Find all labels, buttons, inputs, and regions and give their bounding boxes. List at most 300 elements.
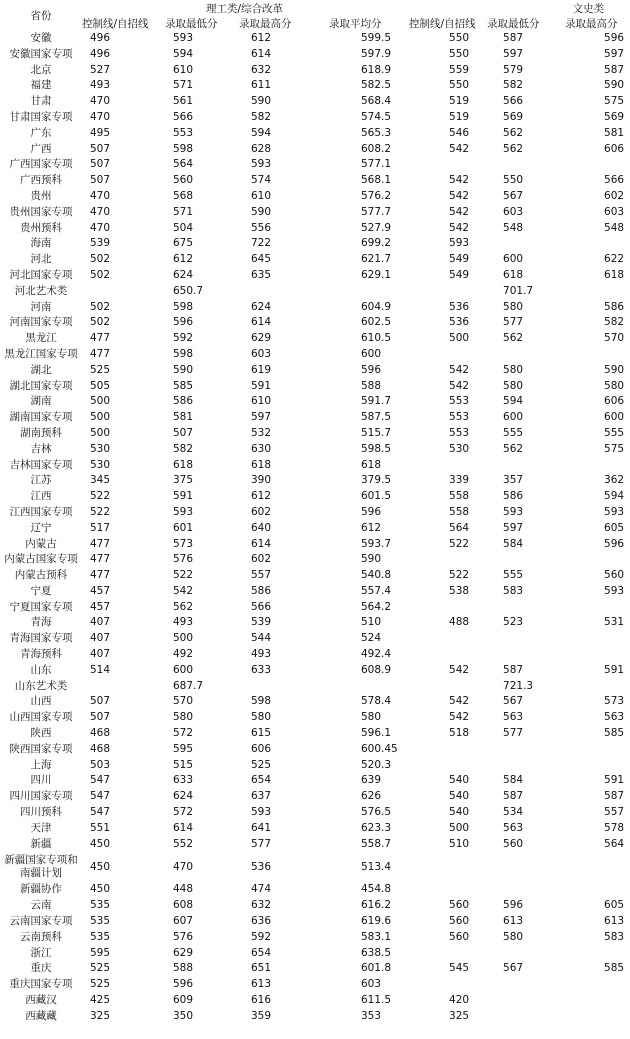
sci-control-line-cell: 500 xyxy=(90,395,111,408)
sci-avg-cell: 619.6 xyxy=(361,915,392,928)
province-cell: 甘肃国家专项 xyxy=(9,110,73,123)
table-row xyxy=(0,157,630,173)
sci-min-cell: 470 xyxy=(173,860,194,873)
sci-avg-cell: 565.3 xyxy=(361,126,392,139)
table-row xyxy=(0,110,630,126)
sci-avg-cell: 574.5 xyxy=(361,110,392,123)
sci-control-line-cell: 525 xyxy=(90,962,111,975)
sci-max-cell: 611 xyxy=(251,79,272,92)
sci-avg-cell xyxy=(321,284,407,300)
sci-avg-cell: 587.5 xyxy=(361,411,392,424)
sci-min-cell: 507 xyxy=(173,426,194,439)
arts-min-cell: 563 xyxy=(503,711,524,724)
table-row xyxy=(0,126,630,142)
arts-max-cell: 596 xyxy=(604,32,625,44)
sci-control-line-cell: 507 xyxy=(90,174,111,187)
sci-max-cell: 603 xyxy=(251,347,272,360)
header-arts-max: 录取最高分 xyxy=(565,18,618,30)
sci-control-line-cell xyxy=(82,679,159,695)
arts-min-cell xyxy=(481,758,559,774)
table-row xyxy=(0,379,630,395)
province-cell: 湖北 xyxy=(30,363,52,376)
arts-min-cell xyxy=(481,631,559,647)
table-row xyxy=(0,142,630,158)
sci-avg-cell: 601.5 xyxy=(361,490,392,503)
table-row xyxy=(0,852,630,882)
arts-control-line-cell: 538 xyxy=(449,584,470,597)
sci-control-line-cell: 477 xyxy=(90,537,111,550)
table-row xyxy=(0,679,630,695)
arts-control-line-cell xyxy=(407,552,481,568)
sci-max-cell: 619 xyxy=(251,363,272,376)
header-arts-control-line: 控制线/自招线 xyxy=(409,18,476,30)
arts-min-cell: 721.3 xyxy=(503,679,534,692)
arts-max-cell xyxy=(559,882,630,898)
table-row xyxy=(0,837,630,853)
arts-control-line-cell: 522 xyxy=(449,569,470,582)
arts-min-cell: 583 xyxy=(503,584,524,597)
sci-min-cell: 609 xyxy=(173,994,194,1007)
sci-control-line-cell: 547 xyxy=(90,806,111,819)
sci-max-cell: 615 xyxy=(251,727,272,740)
province-cell: 青海国家专项 xyxy=(9,632,73,645)
arts-control-line-cell: 553 xyxy=(449,395,470,408)
arts-min-cell: 597 xyxy=(503,521,524,534)
sci-avg-cell: 527.9 xyxy=(361,221,392,234)
sci-control-line-cell: 522 xyxy=(90,505,111,518)
sci-min-cell: 607 xyxy=(173,915,194,928)
table-row xyxy=(0,94,630,110)
sci-min-cell: 515 xyxy=(173,758,194,771)
sci-control-line-cell: 535 xyxy=(90,915,111,928)
header-arts-min: 录取最低分 xyxy=(487,18,540,30)
arts-control-line-cell: 560 xyxy=(449,930,470,943)
sci-min-cell: 598 xyxy=(173,300,194,313)
arts-max-cell: 613 xyxy=(604,915,625,928)
arts-min-cell xyxy=(481,993,559,1009)
sci-control-line-cell: 450 xyxy=(90,837,111,850)
header-row-columns xyxy=(0,16,630,31)
sci-min-cell: 553 xyxy=(173,126,194,139)
province-cell: 新疆 xyxy=(30,837,52,850)
arts-min-cell xyxy=(481,977,559,993)
table-row xyxy=(0,31,630,47)
sci-avg-cell: 492.4 xyxy=(361,648,392,661)
arts-min-cell: 548 xyxy=(503,221,524,234)
sci-max-cell: 593 xyxy=(251,158,272,171)
sci-min-cell: 687.7 xyxy=(173,679,204,692)
table-row xyxy=(0,552,630,568)
sci-max-cell xyxy=(235,679,321,695)
sci-max-cell: 594 xyxy=(251,126,272,139)
sci-min-cell: 600 xyxy=(173,663,194,676)
arts-max-cell: 566 xyxy=(604,174,625,187)
province-cell: 海南 xyxy=(30,237,52,250)
province-cell: 西藏藏 xyxy=(25,1009,57,1022)
province-cell: 广西国家专项 xyxy=(9,158,73,171)
arts-min-cell: 613 xyxy=(503,915,524,928)
table-row xyxy=(0,394,630,410)
arts-max-cell: 575 xyxy=(604,95,625,108)
arts-control-line-cell: 540 xyxy=(449,806,470,819)
table-row xyxy=(0,694,630,710)
sci-min-cell: 598 xyxy=(173,142,194,155)
arts-min-cell: 586 xyxy=(503,490,524,503)
arts-max-cell: 606 xyxy=(604,142,625,155)
arts-min-cell xyxy=(481,852,559,882)
arts-min-cell: 563 xyxy=(503,821,524,834)
header-sci-max: 录取最高分 xyxy=(239,18,292,30)
arts-min-cell xyxy=(481,742,559,758)
sci-avg-cell: 610.5 xyxy=(361,332,392,345)
arts-control-line-cell: 542 xyxy=(449,363,470,376)
sci-avg-cell: 639 xyxy=(361,774,382,787)
arts-control-line-cell xyxy=(407,600,481,616)
arts-control-line-cell: 519 xyxy=(449,110,470,123)
province-cell: 湖南预科 xyxy=(20,426,62,439)
province-cell: 浙江 xyxy=(30,946,52,959)
sci-min-cell: 591 xyxy=(173,490,194,503)
arts-max-cell: 578 xyxy=(604,821,625,834)
arts-control-line-cell xyxy=(407,852,481,882)
table-row xyxy=(0,930,630,946)
province-cell: 山西 xyxy=(30,695,52,708)
arts-max-cell: 582 xyxy=(604,316,625,329)
sci-max-cell: 566 xyxy=(251,600,272,613)
arts-control-line-cell: 560 xyxy=(449,899,470,912)
sci-min-cell: 552 xyxy=(173,837,194,850)
sci-min-cell: 564 xyxy=(173,158,194,171)
arts-control-line-cell: 542 xyxy=(449,711,470,724)
sci-max-cell: 722 xyxy=(251,237,272,250)
arts-control-line-cell: 545 xyxy=(449,962,470,975)
sci-min-cell: 595 xyxy=(173,742,194,755)
table-row xyxy=(0,331,630,347)
province-cell: 黑龙江 xyxy=(25,332,57,345)
sci-control-line-cell: 514 xyxy=(90,663,111,676)
arts-control-line-cell: 542 xyxy=(449,174,470,187)
arts-min-cell xyxy=(481,647,559,663)
table-row xyxy=(0,584,630,600)
arts-max-cell xyxy=(559,1009,630,1025)
arts-min-cell: 555 xyxy=(503,569,524,582)
arts-max-cell: 590 xyxy=(604,363,625,376)
province-cell: 山西国家专项 xyxy=(9,711,73,724)
arts-control-line-cell xyxy=(407,977,481,993)
province-cell: 天津 xyxy=(30,821,52,834)
header-province: 省份 xyxy=(30,10,52,22)
sci-max-cell: 612 xyxy=(251,490,272,503)
arts-max-cell: 596 xyxy=(604,537,625,550)
sci-max-cell xyxy=(235,284,321,300)
province-cell: 四川预科 xyxy=(20,806,62,819)
sci-max-cell: 597 xyxy=(251,411,272,424)
arts-max-cell: 557 xyxy=(604,806,625,819)
sci-min-cell: 448 xyxy=(173,883,194,896)
province-cell: 贵州 xyxy=(30,189,52,202)
arts-min-cell: 577 xyxy=(503,727,524,740)
sci-min-cell: 542 xyxy=(173,584,194,597)
sci-control-line-cell: 468 xyxy=(90,742,111,755)
sci-avg-cell: 564.2 xyxy=(361,600,392,613)
sci-min-cell: 582 xyxy=(173,442,194,455)
sci-control-line-cell: 470 xyxy=(90,110,111,123)
arts-max-cell: 593 xyxy=(604,584,625,597)
arts-control-line-cell: 530 xyxy=(449,442,470,455)
province-cell: 广西 xyxy=(30,142,52,155)
sci-control-line-cell: 547 xyxy=(90,774,111,787)
sci-avg-cell: 568.1 xyxy=(361,174,392,187)
sci-control-line-cell: 477 xyxy=(90,569,111,582)
sci-max-cell: 602 xyxy=(251,553,272,566)
arts-min-cell: 550 xyxy=(503,174,524,187)
sci-control-line-cell: 502 xyxy=(90,253,111,266)
sci-control-line-cell: 535 xyxy=(90,930,111,943)
arts-min-cell: 594 xyxy=(503,395,524,408)
province-cell: 河北艺术类 xyxy=(14,284,68,297)
province-cell: 云南国家专项 xyxy=(9,915,73,928)
arts-control-line-cell: 564 xyxy=(449,521,470,534)
arts-control-line-cell: 542 xyxy=(449,221,470,234)
sci-max-cell: 592 xyxy=(251,930,272,943)
arts-control-line-cell: 542 xyxy=(449,379,470,392)
table-row xyxy=(0,726,630,742)
arts-control-line-cell: 339 xyxy=(449,474,470,487)
sci-min-cell: 350 xyxy=(173,1009,194,1022)
sci-min-cell: 596 xyxy=(173,978,194,991)
arts-min-cell xyxy=(481,600,559,616)
province-cell: 安徽国家专项 xyxy=(9,47,73,60)
sci-max-cell: 590 xyxy=(251,95,272,108)
sci-max-cell: 654 xyxy=(251,774,272,787)
province-cell: 重庆 xyxy=(30,962,52,975)
province-cell: 宁夏 xyxy=(30,584,52,597)
sci-max-cell: 637 xyxy=(251,790,272,803)
sci-max-cell: 612 xyxy=(251,32,272,44)
sci-control-line-cell: 407 xyxy=(90,632,111,645)
arts-max-cell xyxy=(559,284,630,300)
arts-control-line-cell: 593 xyxy=(449,237,470,250)
arts-control-line-cell xyxy=(407,631,481,647)
sci-min-cell: 570 xyxy=(173,695,194,708)
sci-control-line-cell: 457 xyxy=(90,584,111,597)
sci-control-line-cell: 547 xyxy=(90,790,111,803)
sci-avg-cell: 576.2 xyxy=(361,189,392,202)
arts-min-cell: 580 xyxy=(503,363,524,376)
table-row xyxy=(0,205,630,221)
table-row xyxy=(0,47,630,63)
arts-max-cell xyxy=(559,631,630,647)
arts-min-cell: 587 xyxy=(503,663,524,676)
sci-control-line-cell: 500 xyxy=(90,411,111,424)
sci-control-line-cell: 425 xyxy=(90,994,111,1007)
arts-max-cell: 569 xyxy=(604,110,625,123)
table-row xyxy=(0,882,630,898)
table-row xyxy=(0,914,630,930)
sci-max-cell: 613 xyxy=(251,978,272,991)
sci-avg-cell: 602.5 xyxy=(361,316,392,329)
sci-control-line-cell xyxy=(82,284,159,300)
sci-min-cell: 568 xyxy=(173,189,194,202)
province-cell: 宁夏国家专项 xyxy=(9,600,73,613)
arts-control-line-cell: 553 xyxy=(449,411,470,424)
arts-max-cell: 605 xyxy=(604,521,625,534)
province-cell: 湖南 xyxy=(30,395,52,408)
province-cell: 湖南国家专项 xyxy=(9,411,73,424)
sci-avg-cell: 520.3 xyxy=(361,758,392,771)
arts-max-cell xyxy=(559,458,630,474)
table-row xyxy=(0,773,630,789)
arts-max-cell: 600 xyxy=(604,411,625,424)
sci-min-cell: 593 xyxy=(173,32,194,44)
arts-max-cell: 606 xyxy=(604,395,625,408)
arts-min-cell: 600 xyxy=(503,253,524,266)
sci-min-cell: 585 xyxy=(173,379,194,392)
sci-control-line-cell: 468 xyxy=(90,727,111,740)
sci-min-cell: 610 xyxy=(173,63,194,76)
province-cell: 内蒙古国家专项 xyxy=(4,553,78,566)
province-cell: 青海 xyxy=(30,616,52,629)
province-cell: 上海 xyxy=(30,758,52,771)
arts-max-cell xyxy=(559,647,630,663)
sci-control-line-cell: 450 xyxy=(90,860,111,873)
sci-max-cell: 577 xyxy=(251,837,272,850)
sci-control-line-cell: 551 xyxy=(90,821,111,834)
arts-control-line-cell: 325 xyxy=(449,1009,470,1022)
table-row xyxy=(0,426,630,442)
table-row xyxy=(0,173,630,189)
arts-control-line-cell: 559 xyxy=(449,63,470,76)
sci-min-cell: 560 xyxy=(173,174,194,187)
table-row xyxy=(0,315,630,331)
sci-max-cell: 590 xyxy=(251,205,272,218)
arts-min-cell: 567 xyxy=(503,695,524,708)
sci-min-cell: 576 xyxy=(173,930,194,943)
arts-min-cell: 562 xyxy=(503,442,524,455)
sci-max-cell: 525 xyxy=(251,758,272,771)
table-row xyxy=(0,521,630,537)
sci-max-cell: 598 xyxy=(251,695,272,708)
sci-max-cell: 635 xyxy=(251,268,272,281)
arts-control-line-cell: 542 xyxy=(449,663,470,676)
arts-max-cell xyxy=(559,600,630,616)
arts-control-line-cell: 522 xyxy=(449,537,470,550)
header-sci-control-line: 控制线/自招线 xyxy=(82,18,149,30)
sci-min-cell: 593 xyxy=(173,505,194,518)
arts-min-cell: 587 xyxy=(503,790,524,803)
arts-max-cell xyxy=(559,758,630,774)
arts-min-cell: 596 xyxy=(503,899,524,912)
sci-avg-cell: 558.7 xyxy=(361,837,392,850)
sci-avg-cell: 596.1 xyxy=(361,727,392,740)
sci-avg-cell: 608.9 xyxy=(361,663,392,676)
sci-avg-cell: 699.2 xyxy=(361,237,392,250)
arts-min-cell: 580 xyxy=(503,300,524,313)
sci-avg-cell: 600.45 xyxy=(361,742,398,755)
arts-min-cell: 618 xyxy=(503,268,524,281)
arts-max-cell: 570 xyxy=(604,332,625,345)
sci-control-line-cell: 470 xyxy=(90,221,111,234)
sci-min-cell: 375 xyxy=(173,474,194,487)
sci-avg-cell: 588 xyxy=(361,379,382,392)
sci-max-cell: 614 xyxy=(251,47,272,60)
table-row xyxy=(0,442,630,458)
sci-min-cell: 572 xyxy=(173,727,194,740)
sci-min-cell: 562 xyxy=(173,600,194,613)
province-cell: 江苏 xyxy=(30,474,52,487)
province-cell: 江西国家专项 xyxy=(9,505,73,518)
arts-control-line-cell xyxy=(407,742,481,758)
sci-avg-cell: 576.5 xyxy=(361,806,392,819)
arts-max-cell xyxy=(559,236,630,252)
arts-max-cell: 548 xyxy=(604,221,625,234)
sci-avg-cell: 618.9 xyxy=(361,63,392,76)
arts-control-line-cell: 553 xyxy=(449,426,470,439)
province-cell: 山东艺术类 xyxy=(14,679,68,692)
sci-control-line-cell: 477 xyxy=(90,553,111,566)
arts-max-cell xyxy=(559,157,630,173)
sci-avg-cell: 596 xyxy=(361,505,382,518)
arts-control-line-cell: 549 xyxy=(449,253,470,266)
province-cell: 新疆国家专项和南疆计划 xyxy=(4,854,78,880)
arts-max-cell: 622 xyxy=(604,253,625,266)
province-cell: 西藏汉 xyxy=(25,994,57,1007)
arts-min-cell xyxy=(481,236,559,252)
province-cell: 河北国家专项 xyxy=(9,268,73,281)
arts-max-cell: 573 xyxy=(604,695,625,708)
sci-avg-cell: 580 xyxy=(361,711,382,724)
arts-min-cell: 579 xyxy=(503,63,524,76)
table-row xyxy=(0,615,630,631)
sci-avg-cell: 598.5 xyxy=(361,442,392,455)
sci-max-cell: 636 xyxy=(251,915,272,928)
arts-min-cell xyxy=(481,347,559,363)
table-row xyxy=(0,284,630,300)
arts-control-line-cell: 518 xyxy=(449,727,470,740)
arts-min-cell: 701.7 xyxy=(503,284,534,297)
sci-control-line-cell: 517 xyxy=(90,521,111,534)
sci-avg-cell: 577.1 xyxy=(361,158,392,171)
arts-max-cell: 583 xyxy=(604,930,625,943)
sci-avg-cell: 597.9 xyxy=(361,47,392,60)
province-cell: 青海预科 xyxy=(20,648,62,661)
sci-avg-cell: 611.5 xyxy=(361,994,392,1007)
arts-control-line-cell xyxy=(407,946,481,962)
table-row xyxy=(0,537,630,553)
arts-max-cell: 585 xyxy=(604,727,625,740)
province-cell: 湖北国家专项 xyxy=(9,379,73,392)
sci-control-line-cell: 595 xyxy=(90,946,111,959)
table-row xyxy=(0,961,630,977)
province-cell: 重庆国家专项 xyxy=(9,978,73,991)
table-row xyxy=(0,663,630,679)
province-cell: 河南 xyxy=(30,300,52,313)
arts-control-line-cell: 536 xyxy=(449,300,470,313)
table-row xyxy=(0,78,630,94)
table-row xyxy=(0,821,630,837)
province-cell: 河南国家专项 xyxy=(9,316,73,329)
sci-min-cell: 601 xyxy=(173,521,194,534)
sci-control-line-cell: 505 xyxy=(90,379,111,392)
arts-max-cell: 602 xyxy=(604,189,625,202)
province-cell: 贵州预科 xyxy=(20,221,62,234)
sci-max-cell: 629 xyxy=(251,332,272,345)
sci-max-cell: 586 xyxy=(251,584,272,597)
header-sci-avg: 录取平均分 xyxy=(329,18,382,30)
sci-min-cell: 571 xyxy=(173,79,194,92)
sci-min-cell: 573 xyxy=(173,537,194,550)
arts-max-cell xyxy=(559,993,630,1009)
